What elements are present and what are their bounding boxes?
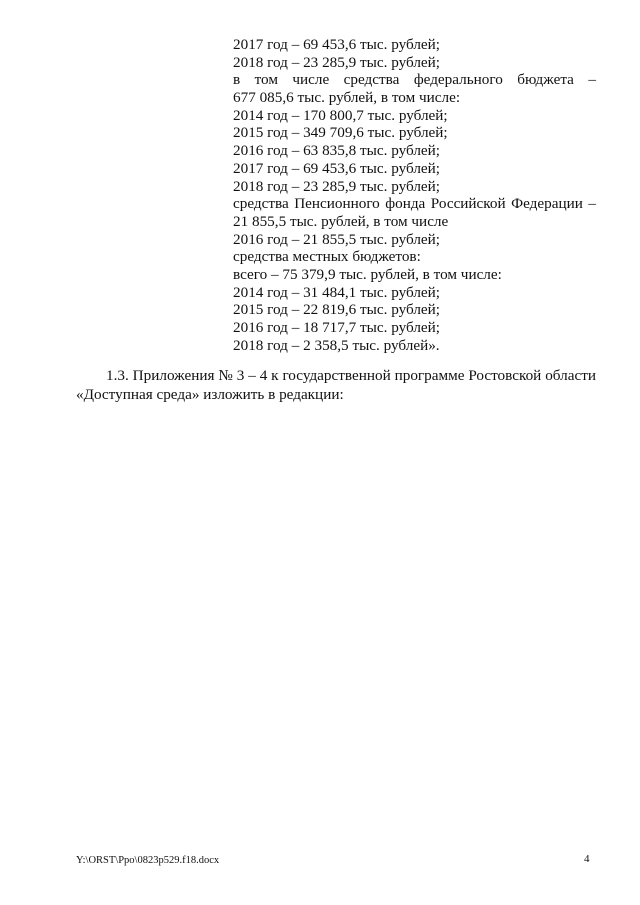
word: средства <box>233 195 289 213</box>
word: средства <box>343 71 400 89</box>
word: Российской <box>430 195 506 213</box>
paragraph-line-2: «Доступная среда» изложить в редакции: <box>76 386 344 403</box>
funding-line: 2015 год – 349 709,6 тыс. рублей; <box>233 124 448 142</box>
funding-line: 2016 год – 63 835,8 тыс. рублей; <box>233 142 441 160</box>
word: к <box>271 367 279 384</box>
word: – <box>248 367 256 384</box>
funding-line: 2014 год – 31 484,1 тыс. рублей; <box>233 283 441 301</box>
word: государственной <box>282 367 391 384</box>
funding-line: 2016 год – 21 855,5 тыс. рублей; <box>233 230 441 248</box>
word: – <box>588 71 596 89</box>
page-number: 4 <box>584 853 590 865</box>
paragraph-line-1 <box>76 366 596 385</box>
word: числе <box>292 71 330 89</box>
funding-line: средства местных бюджетов: <box>233 248 421 266</box>
funding-list <box>233 36 596 354</box>
word: Ростовской <box>468 367 542 384</box>
funding-line: 2018 год – 2 358,5 тыс. рублей». <box>233 336 440 354</box>
funding-line: 2017 год – 69 453,6 тыс. рублей; <box>233 36 441 53</box>
funding-line: 2015 год – 22 819,6 тыс. рублей; <box>233 301 441 319</box>
word: 3 <box>236 367 245 384</box>
word: № <box>218 367 233 384</box>
word: федерального <box>413 71 503 89</box>
funding-line: 2018 год – 23 285,9 тыс. рублей; <box>233 53 441 71</box>
footer-file-path: Y:\ORST\Ppo\0823p529.f18.docx <box>76 855 220 866</box>
word: – <box>588 195 596 213</box>
funding-line: всего – 75 379,9 тыс. рублей, в том числе: <box>233 265 502 283</box>
word: 1.3. <box>106 367 129 384</box>
funding-line: 21 855,5 тыс. рублей, в том числе <box>233 212 449 230</box>
word: Приложения <box>132 367 215 384</box>
funding-line: 2014 год – 170 800,7 тыс. рублей; <box>233 106 448 124</box>
word: фонда <box>385 195 426 213</box>
word: Федерации <box>511 195 583 213</box>
justified-line <box>233 71 596 89</box>
funding-line: 2018 год – 23 285,9 тыс. рублей; <box>233 177 441 195</box>
funding-line: 2016 год – 18 717,7 тыс. рублей; <box>233 319 441 336</box>
word: бюджета <box>517 71 574 89</box>
word: в <box>233 71 241 89</box>
word: программе <box>394 367 465 384</box>
justified-line <box>233 195 596 213</box>
word: 4 <box>259 367 268 384</box>
paragraph-1-3 <box>76 366 596 404</box>
word: том <box>254 71 278 89</box>
word: Пенсионного <box>294 195 380 213</box>
funding-line: 2017 год – 69 453,6 тыс. рублей; <box>233 159 441 177</box>
funding-line: 677 085,6 тыс. рублей, в том числе: <box>233 89 461 107</box>
word: области <box>545 367 596 384</box>
